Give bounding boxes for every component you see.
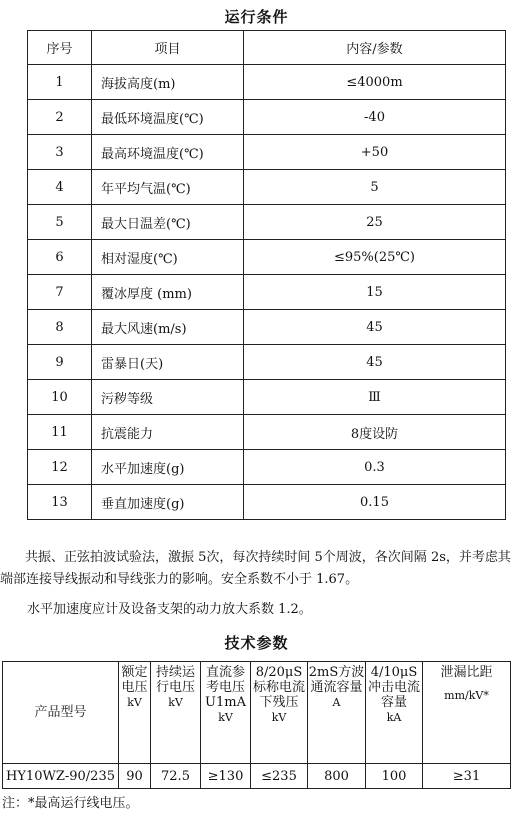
row-value: ≤4000m (244, 65, 506, 100)
row-value: 25 (244, 205, 506, 240)
table-row (28, 380, 506, 415)
table-row (28, 205, 506, 240)
cell-residual-voltage: ≤235 (251, 764, 308, 789)
cell-creepage-distance: ≥31 (423, 764, 511, 789)
header-value: 内容/参数 (244, 31, 506, 65)
row-value: 15 (244, 275, 506, 310)
table-row (28, 100, 506, 135)
row-value: 45 (244, 345, 506, 380)
table-row (28, 310, 506, 345)
row-value: 0.3 (244, 450, 506, 485)
cell-square-wave-capacity: 800 (308, 764, 366, 789)
table-row (28, 240, 506, 275)
row-no: 5 (28, 205, 92, 240)
row-no: 7 (28, 275, 92, 310)
table-row (3, 764, 511, 789)
header-impulse-capacity: 4/10μS冲击电流容量 kA (366, 662, 423, 764)
row-no: 10 (28, 380, 92, 415)
table-header-row (28, 31, 506, 65)
row-item: 垂直加速度(g) (92, 485, 244, 520)
row-item: 年平均气温(℃) (92, 170, 244, 205)
row-value: Ⅲ (244, 380, 506, 415)
table-row (28, 415, 506, 450)
header-rated-voltage: 额定电压 kV (119, 662, 151, 764)
table-row (28, 65, 506, 100)
tech-header-row (3, 662, 511, 764)
row-value: ≤95%(25℃) (244, 240, 506, 275)
technical-parameters-table (2, 661, 511, 789)
header-dc-reference-voltage: 直流参考电压U1mA kV (201, 662, 251, 764)
row-item: 污秽等级 (92, 380, 244, 415)
test-method-paragraph: 共振、正弦拍波试验法，激振 5次，每次持续时间 5个周波，各次间隔 2s，并考虑其端部连接导线振动和导线张力的影响。安全系数不小于 1.67。 (0, 550, 511, 587)
row-item: 水平加速度(g) (92, 450, 244, 485)
row-no: 11 (28, 415, 92, 450)
row-item: 最大日温差(℃) (92, 205, 244, 240)
table-row (28, 345, 506, 380)
header-model: 产品型号 (3, 662, 119, 764)
row-item: 最低环境温度(℃) (92, 100, 244, 135)
table-row (28, 135, 506, 170)
row-no: 3 (28, 135, 92, 170)
cell-model: HY10WZ-90/235 (3, 764, 119, 789)
row-no: 4 (28, 170, 92, 205)
conditions-title: 运行条件 (224, 8, 289, 26)
footnote: 注：*最高运行线电压。 (2, 796, 139, 811)
header-item: 项目 (92, 31, 244, 65)
row-no: 8 (28, 310, 92, 345)
technical-title: 技术参数 (224, 634, 289, 652)
table-row (28, 275, 506, 310)
row-value: -40 (244, 100, 506, 135)
operating-conditions-table (27, 30, 506, 520)
row-item: 最大风速(m/s) (92, 310, 244, 345)
header-no: 序号 (28, 31, 92, 65)
header-residual-voltage: 8/20μS标称电流下残压 kV (251, 662, 308, 764)
table-row (28, 170, 506, 205)
row-no: 13 (28, 485, 92, 520)
header-square-wave-capacity: 2mS方波通流容量 A (308, 662, 366, 764)
cell-dc-reference-voltage: ≥130 (201, 764, 251, 789)
row-value: +50 (244, 135, 506, 170)
row-item: 雷暴日(天) (92, 345, 244, 380)
row-value: 45 (244, 310, 506, 345)
row-value: 0.15 (244, 485, 506, 520)
acceleration-note-paragraph: 水平加速度应计及设备支架的动力放大系数 1.2。 (27, 602, 312, 617)
row-item: 覆冰厚度 (mm) (92, 275, 244, 310)
row-item: 海拔高度(m) (92, 65, 244, 100)
row-item: 相对湿度(℃) (92, 240, 244, 275)
row-item: 抗震能力 (92, 415, 244, 450)
cell-impulse-capacity: 100 (366, 764, 423, 789)
cell-continuous-voltage: 72.5 (151, 764, 201, 789)
header-continuous-voltage: 持续运行电压 kV (151, 662, 201, 764)
row-no: 12 (28, 450, 92, 485)
row-no: 6 (28, 240, 92, 275)
table-row (28, 485, 506, 520)
table-row (28, 450, 506, 485)
row-no: 1 (28, 65, 92, 100)
header-creepage-distance: 泄漏比距 mm/kV* (423, 662, 511, 764)
row-no: 2 (28, 100, 92, 135)
cell-rated-voltage: 90 (119, 764, 151, 789)
row-no: 9 (28, 345, 92, 380)
row-value: 5 (244, 170, 506, 205)
row-item: 最高环境温度(℃) (92, 135, 244, 170)
row-value: 8度设防 (244, 415, 506, 450)
